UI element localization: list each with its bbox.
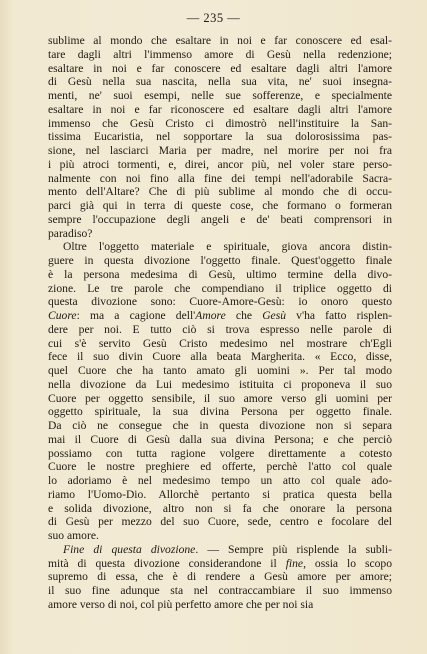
text-line: i più atroci tormenti, e, direi, ancor più, nel voler stare perso-	[48, 157, 392, 171]
text-line: il suo fine adunque sta nel contraccambiare il suo immenso	[48, 584, 392, 597]
text-line: paradiso?	[48, 226, 93, 240]
text-line: oggetto spirituale, la sua divina Persona per oggetto finale.	[48, 405, 392, 419]
paragraph-1	[48, 34, 392, 240]
text-line: possiamo con tutta ragione volgere direttamente a cotesto	[48, 446, 392, 460]
text-line: tissima Eucaristia, nel sopportare la sua dolorosissima pas-	[48, 130, 392, 144]
text-line: Cuore: ma a cagione dell'Amore che Gesù v'ha fatto risplen-	[48, 309, 392, 322]
text-line: nella divozione da Lui medesimo istituita ci proponeva il suo	[48, 377, 392, 391]
page-number: — 235 —	[186, 11, 241, 25]
text-line: fece il suo divin Cuore alla beata Margherita. « Ecco, disse,	[48, 350, 392, 364]
text-line: esaltare in noi e far conoscere ed esaltare dagli altri l'amore	[48, 61, 392, 75]
text-line: nalmente con noi fino alla fine dei tempi nell'adorabile Sacra-	[48, 171, 392, 185]
text-line: mai il Cuore di Gesù dalla sua divina Persona; e che perciò	[48, 432, 392, 446]
text-line: zione. Le tre parole che compendiano il triplice oggetto di	[48, 281, 392, 295]
text-line: di Gesù per mezzo del suo Cuore, sede, centro e focolare del	[48, 515, 392, 529]
text-line: esaltare in noi e far riconoscere ed esaltare dagli altri l'amore	[48, 102, 392, 116]
paragraph-2	[48, 240, 392, 543]
text-line: Oltre l'oggetto materiale e spirituale, giova ancora distin-	[63, 240, 392, 254]
text-line: cui s'è servito Gesù Cristo medesimo nel mostrare ch'Egli	[48, 336, 392, 350]
text-line: lo adoriamo è nel medesimo tempo un atto col quale ado-	[48, 474, 392, 487]
text-line: Fine di questa divozione. — Sempre più risplende la subli-	[63, 542, 392, 556]
text-line: e solida divozione, altro non si fa che onorare la persona	[48, 501, 392, 515]
text-line: tare dagli altri l'immenso amore di Gesù nella redenzione;	[48, 47, 392, 61]
text-line: mità di questa divozione considerandone il fine, ossia lo scopo	[48, 556, 392, 570]
text-line: riamo l'Uomo-Dio. Allorchè pertanto si pratica questa bella	[48, 487, 392, 501]
text-line: parci già qui in terra di queste cose, che formano o formeran	[48, 199, 392, 212]
text-line: amore verso di noi, col più perfetto amore che per noi sia	[48, 597, 314, 611]
text-line: di Gesù nella sua nascita, nella sua vita, ne' suoi insegna-	[48, 75, 392, 89]
text-line: supremo di essa, che è di rendere a Gesù amore per amore;	[48, 570, 392, 584]
text-line: sione, nel lasciarci Maria per madre, nel morire per noi fra	[48, 144, 392, 157]
text-line: questa divozione sono: Cuore-Amore-Gesù: io onoro questo	[48, 295, 392, 309]
text-line: guere in questa divozione l'oggetto finale. Quest'oggetto finale	[48, 254, 392, 267]
text-line: mento dell'Altare? Che di più sublime al mondo che di occu-	[48, 185, 392, 199]
text-line: sempre l'occupazione degli angeli e de' beati comprensori in	[48, 212, 392, 226]
text-line: dere per noi. E tutto ciò si trova espresso nelle parole di	[48, 322, 392, 336]
page-text	[48, 34, 392, 612]
text-line: è la persona medesima di Gesù, ultimo termine della divo-	[48, 267, 392, 281]
text-line: Da ciò ne consegue che in questa divozione non si separa	[48, 419, 392, 432]
text-line: quel Cuore che ha tanto amato gli uomini ». Per tal modo	[48, 364, 392, 377]
text-line: suo amore.	[48, 529, 99, 542]
text-line: Cuore per oggetto sensibile, il suo amore verso gli uomini per	[48, 391, 392, 405]
paragraph-3	[48, 543, 392, 612]
text-line: menti, ne' suoi esempi, nelle sue sofferenze, e specialmente	[48, 89, 392, 102]
text-line: sublime al mondo che esaltare in noi e far conoscere ed esal-	[48, 34, 392, 47]
text-line: immenso che Gesù Cristo ci dimostrò nell'instituire la San-	[48, 116, 392, 130]
text-line: Cuore le nostre preghiere ed offerte, perchè l'atto col quale	[48, 460, 392, 474]
